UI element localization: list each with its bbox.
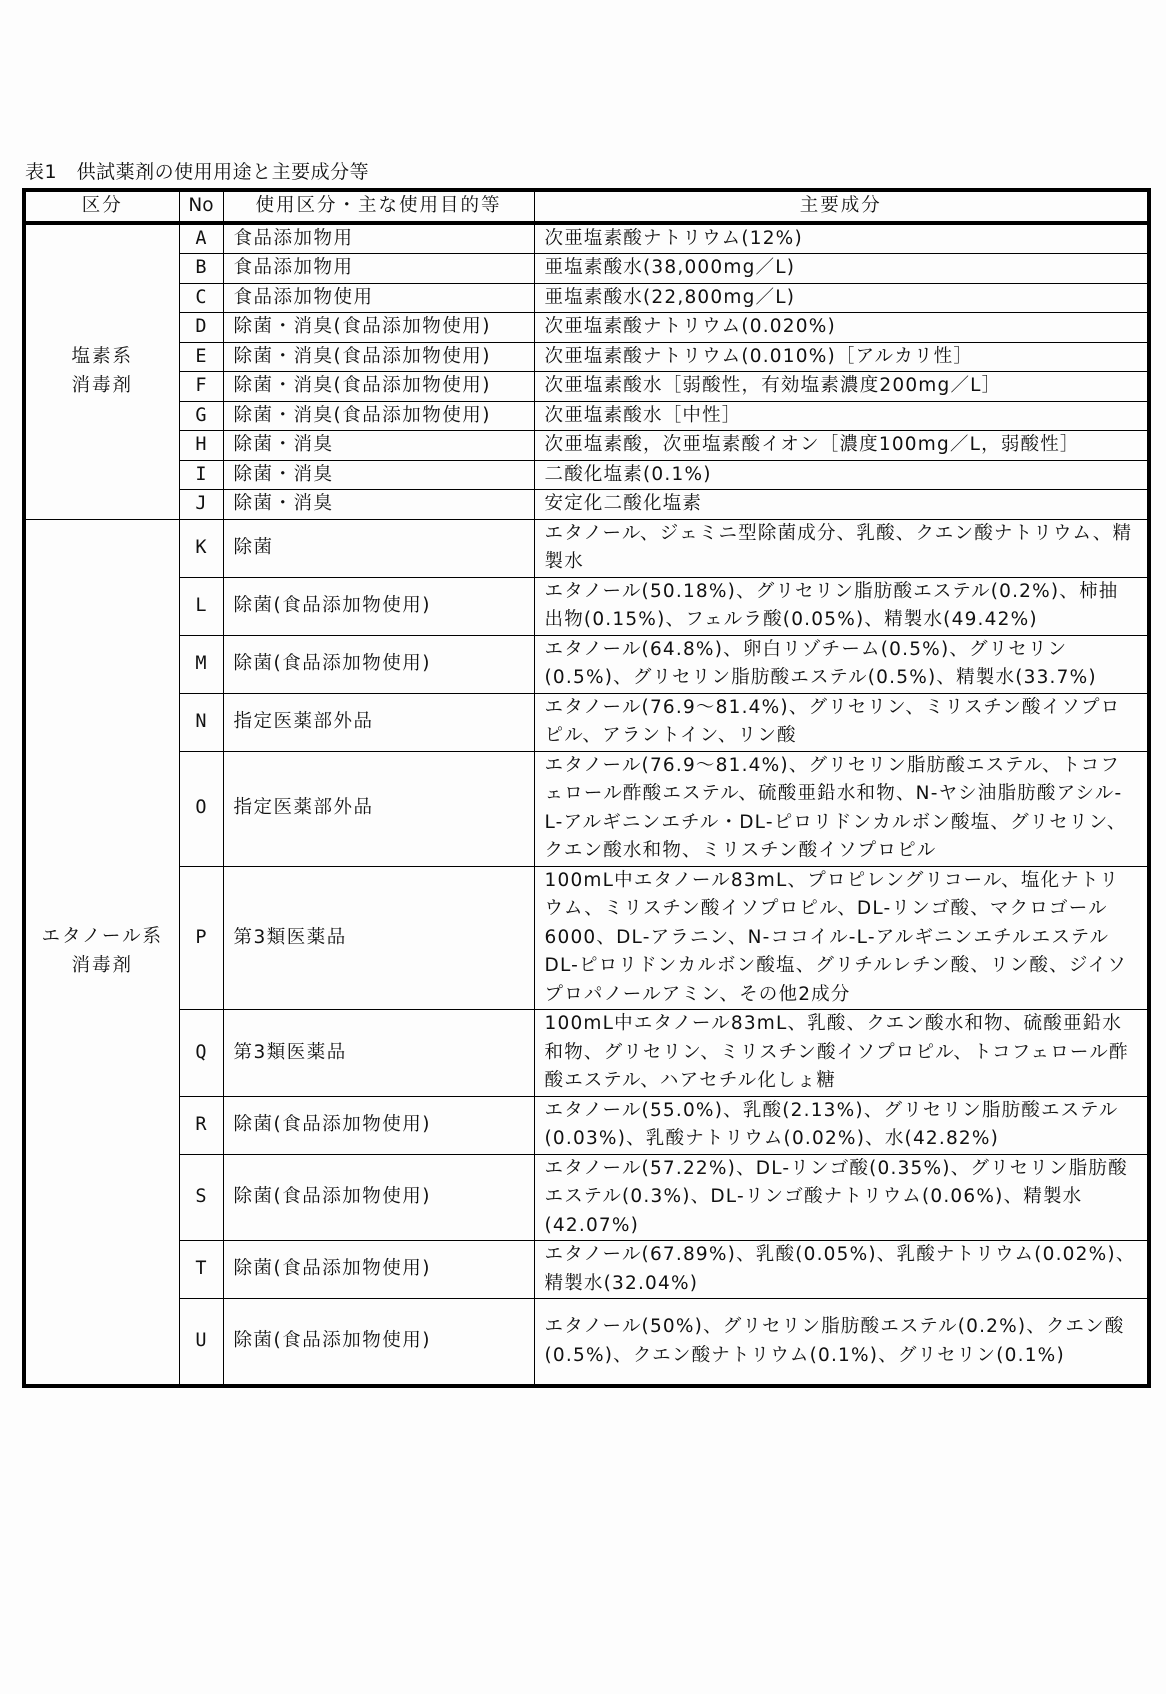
disinfectant-table xyxy=(22,188,1151,1388)
row-ingredients: 100mL中エタノール83mL、乳酸、クエン酸水和物、硫酸亜鉛水和物、グリセリン、ミリスチン酸イソプロピル、トコフェロール酢酸エステル、ハアセチル化しょ糖 xyxy=(534,1010,1149,1097)
row-ingredients: エタノール、ジェミニ型除菌成分、乳酸、クエン酸ナトリウム、精製水 xyxy=(534,519,1149,577)
row-no: U xyxy=(179,1299,223,1387)
row-no: J xyxy=(179,490,223,520)
row-ingredients: エタノール(57.22%)、DL-リンゴ酸(0.35%)、グリセリン脂肪酸エステル(0.3%)、DL-リンゴ酸ナトリウム(0.06%)、精製水(42.07%) xyxy=(534,1154,1149,1241)
row-usage: 除菌(食品添加物使用) xyxy=(223,1154,534,1241)
row-ingredients: 次亜塩素酸水［弱酸性，有効塩素濃度200mg／L］ xyxy=(534,372,1149,402)
row-ingredients: エタノール(55.0%)、乳酸(2.13%)、グリセリン脂肪酸エステル(0.03%)、乳酸ナトリウム(0.02%)、水(42.82%) xyxy=(534,1096,1149,1154)
row-usage: 除菌・消臭 xyxy=(223,460,534,490)
row-ingredients: エタノール(50%)、グリセリン脂肪酸エステル(0.2%)、クエン酸(0.5%)、クエン酸ナトリウム(0.1%)、グリセリン(0.1%) xyxy=(534,1299,1149,1387)
table-row xyxy=(24,1010,1149,1097)
category-line: エタノール系 xyxy=(41,926,164,948)
row-ingredients: 次亜塩素酸ナトリウム(0.010%)［アルカリ性］ xyxy=(534,342,1149,372)
row-no: G xyxy=(179,401,223,431)
table-row xyxy=(24,693,1149,751)
table-row xyxy=(24,577,1149,635)
row-usage: 除菌(食品添加物使用) xyxy=(223,635,534,693)
row-ingredients: 亜塩素酸水(38,000mg／L) xyxy=(534,254,1149,284)
row-ingredients: エタノール(76.9～81.4%)、グリセリン脂肪酸エステル、トコフェロール酢酸エステル、硫酸亜鉛水和物、N-ヤシ油脂肪酸アシル-L-アルギニンエチル・DL-ピロリドンカルボン酸塩、グリセリン、クエン酸水和物、ミリスチン酸イソプロピル xyxy=(534,751,1149,866)
table-row xyxy=(24,313,1149,343)
table-row xyxy=(24,1299,1149,1387)
table-row xyxy=(24,372,1149,402)
row-no: B xyxy=(179,254,223,284)
row-usage: 除菌・消臭(食品添加物使用) xyxy=(223,342,534,372)
category-line: 消毒剤 xyxy=(71,954,133,976)
table-row xyxy=(24,283,1149,313)
row-usage: 食品添加物用 xyxy=(223,254,534,284)
row-ingredients: エタノール(50.18%)、グリセリン脂肪酸エステル(0.2%)、柿抽出物(0.15%)、フェルラ酸(0.05%)、精製水(49.42%) xyxy=(534,577,1149,635)
table-row xyxy=(24,401,1149,431)
row-no: O xyxy=(179,751,223,866)
row-no: M xyxy=(179,635,223,693)
row-ingredients: 次亜塩素酸水［中性］ xyxy=(534,401,1149,431)
table-row xyxy=(24,223,1149,254)
header-usage: 使用区分・主な使用目的等 xyxy=(223,190,534,223)
row-no: I xyxy=(179,460,223,490)
table-row xyxy=(24,866,1149,1010)
row-usage: 除菌・消臭 xyxy=(223,431,534,461)
row-no: A xyxy=(179,223,223,254)
category-line: 消毒剤 xyxy=(71,374,133,396)
header-category: 区分 xyxy=(24,190,179,223)
table-caption: 表1 供試薬剤の使用用途と主要成分等 xyxy=(25,161,370,183)
row-usage: 除菌(食品添加物使用) xyxy=(223,1096,534,1154)
table-row xyxy=(24,490,1149,520)
table-row xyxy=(24,635,1149,693)
row-usage: 除菌・消臭(食品添加物使用) xyxy=(223,401,534,431)
table-row xyxy=(24,431,1149,461)
category-ethanol xyxy=(24,519,179,1386)
table-row xyxy=(24,519,1149,577)
row-no: C xyxy=(179,283,223,313)
row-usage: 除菌・消臭(食品添加物使用) xyxy=(223,372,534,402)
row-usage: 第3類医薬品 xyxy=(223,866,534,1010)
row-ingredients: エタノール(76.9～81.4%)、グリセリン、ミリスチン酸イソプロピル、アラントイン、リン酸 xyxy=(534,693,1149,751)
header-row xyxy=(24,190,1149,223)
header-no: No xyxy=(179,190,223,223)
row-no: F xyxy=(179,372,223,402)
row-no: K xyxy=(179,519,223,577)
table-row xyxy=(24,342,1149,372)
row-usage: 食品添加物用 xyxy=(223,223,534,254)
row-no: T xyxy=(179,1241,223,1299)
row-no: L xyxy=(179,577,223,635)
row-ingredients: 100mL中エタノール83mL、プロピレングリコール、塩化ナトリウム、ミリスチン酸イソプロピル、DL-リンゴ酸、マクロゴール6000、DL-アラニン、N-ココイル-L-アルギニンエチルエステルDL-ピロリドンカルボン酸塩、グリチルレチン酸、リン酸、ジイソプロパノールアミン、その他2成分 xyxy=(534,866,1149,1010)
row-usage: 指定医薬部外品 xyxy=(223,751,534,866)
row-usage: 除菌・消臭(食品添加物使用) xyxy=(223,313,534,343)
table-row xyxy=(24,751,1149,866)
row-usage: 除菌(食品添加物使用) xyxy=(223,1299,534,1387)
row-usage: 除菌・消臭 xyxy=(223,490,534,520)
row-usage: 第3類医薬品 xyxy=(223,1010,534,1097)
row-ingredients: 次亜塩素酸ナトリウム(12%) xyxy=(534,223,1149,254)
row-no: E xyxy=(179,342,223,372)
row-no: Q xyxy=(179,1010,223,1097)
category-chlorine xyxy=(24,223,179,520)
table-row xyxy=(24,1241,1149,1299)
row-ingredients: 安定化二酸化塩素 xyxy=(534,490,1149,520)
row-ingredients: 次亜塩素酸ナトリウム(0.020%) xyxy=(534,313,1149,343)
row-ingredients: エタノール(64.8%)、卵白リゾチーム(0.5%)、グリセリン(0.5%)、グリセリン脂肪酸エステル(0.5%)、精製水(33.7%) xyxy=(534,635,1149,693)
row-ingredients: 次亜塩素酸，次亜塩素酸イオン［濃度100mg／L，弱酸性］ xyxy=(534,431,1149,461)
row-no: H xyxy=(179,431,223,461)
row-ingredients: 二酸化塩素(0.1%) xyxy=(534,460,1149,490)
row-ingredients: 亜塩素酸水(22,800mg／L) xyxy=(534,283,1149,313)
row-no: P xyxy=(179,866,223,1010)
category-line: 塩素系 xyxy=(71,346,133,367)
row-usage: 指定医薬部外品 xyxy=(223,693,534,751)
row-no: N xyxy=(179,693,223,751)
table-row xyxy=(24,460,1149,490)
row-usage: 除菌(食品添加物使用) xyxy=(223,577,534,635)
row-usage: 食品添加物使用 xyxy=(223,283,534,313)
row-usage: 除菌(食品添加物使用) xyxy=(223,1241,534,1299)
table-row xyxy=(24,1154,1149,1241)
row-usage: 除菌 xyxy=(223,519,534,577)
table-row xyxy=(24,1096,1149,1154)
row-no: S xyxy=(179,1154,223,1241)
row-no: D xyxy=(179,313,223,343)
table-row xyxy=(24,254,1149,284)
row-ingredients: エタノール(67.89%)、乳酸(0.05%)、乳酸ナトリウム(0.02%)、精製水(32.04%) xyxy=(534,1241,1149,1299)
row-no: R xyxy=(179,1096,223,1154)
header-ingredients: 主要成分 xyxy=(534,190,1149,223)
